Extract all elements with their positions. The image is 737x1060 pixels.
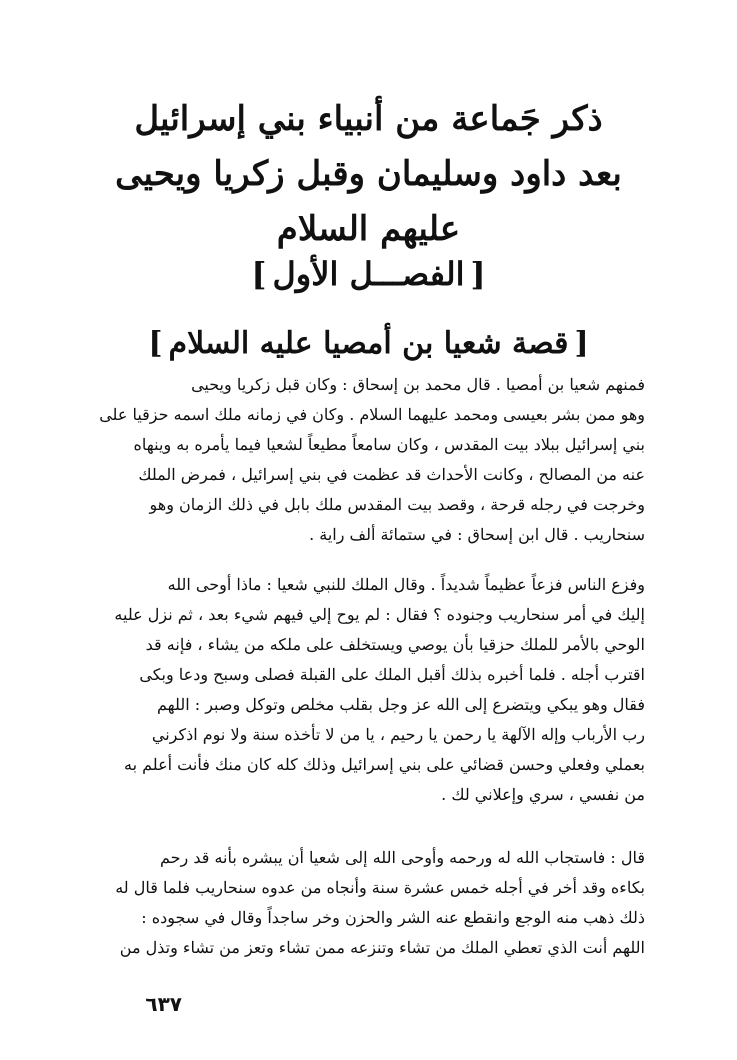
section-open-bracket: [ [470,255,486,293]
paragraph-line: بني إسرائيل ببلاد بيت المقدس ، وكان سامعاً مطيعاً لشعيا فيما يأمره به وينهاه [133,435,645,454]
paragraph-line: بعملي وفعلي وحسن قضائي على بني إسرائيل وذلك كله كان منك فأنت أعلم به [124,755,645,774]
page-number: ٦٣٧ [145,992,182,1016]
story-heading-text: قصة شعيا بن أمصيا عليه السلام [168,326,569,361]
story-open-bracket: [ [574,326,589,361]
paragraph-3 [80,843,645,963]
paragraph-line: الوحي بالأمر للملك حزقيا بأن يوصي ويستخلف على ملكه من يشاء ، فإنه قد [145,635,645,654]
paragraph-line: بكاءه وقد أخر في أجله خمس عشرة سنة وأنجاه من عدوه سنحاريب فلما قال له [115,878,645,897]
section-heading-text: الفصـــل الأول [272,255,465,293]
chapter-title [80,92,657,257]
paragraph-line: من نفسي ، سري وإعلاني لك . [441,785,645,804]
paragraph-line: رب الأرباب وإله الآلهة يا رحمن يا رحيم ، يا من لا تأخذه سنة ولا نوم اذكرني [151,725,645,744]
paragraph-line: ذلك ذهب منه الوجع وانقطع عنه الشر والحزن وخر ساجداً وقال في سجوده : [141,908,645,927]
paragraph-line: فقال وهو يبكي ويتضرع إلى الله عز وجل بقلب مخلص وتوكل وصبر : اللهم [157,695,645,714]
paragraph-line: وهو ممن بشر بعيسى ومحمد عليهما السلام . وكان في زمانه ملك اسمه حزقيا على [99,405,645,424]
paragraph-line: اللهم أنت الذي تعطي الملك من تشاء وتنزعه ممن تشاء وتعز من تشاء وتذل من [119,938,645,957]
paragraph-line: وخرجت في رجله قرحة ، وقصد بيت المقدس ملك بابل في ذلك الزمان وهو [149,495,645,514]
paragraph-line: وفزع الناس فزعاً عظيماً شديداً . وقال الملك للنبي شعيا : ماذا أوحى الله [167,575,645,594]
section-heading [80,252,657,296]
paragraph-1 [80,370,645,550]
paragraph-line: عنه من المصالح ، وكانت الأحداث قد عظمت في بني إسرائيل ، فمرض الملك [138,465,645,484]
chapter-title-line-2: بعد داود وسليمان وقبل زكريا ويحيى [115,154,622,194]
paragraph-line: فمنهم شعيا بن أمصيا . قال محمد بن إسحاق : وكان قبل زكريا ويحيى [191,375,645,394]
story-close-bracket: ] [148,326,163,361]
story-heading [60,322,677,366]
section-close-bracket: ] [251,255,267,293]
paragraph-line: قال : فاستجاب الله له ورحمه وأوحى الله إلى شعيا أن يبشره بأنه قد رحم [159,848,645,867]
chapter-title-line-1: ذكر جَماعة من أنبياء بني إسرائيل [134,99,603,139]
paragraph-2 [80,570,645,810]
chapter-title-line-3: عليهم السلام [276,209,461,249]
paragraph-line: سنحاريب . قال ابن إسحاق : في ستمائة ألف راية . [309,525,645,544]
paragraph-line: إليك في أمر سنحاريب وجنوده ؟ فقال : لم يوح إلي فيهم شيء بعد ، ثم نزل عليه [114,605,645,624]
paragraph-line: اقترب أجله . فلما أخبره بذلك أقبل الملك على القبلة فصلى وسبح ودعا وبكى [139,665,645,684]
